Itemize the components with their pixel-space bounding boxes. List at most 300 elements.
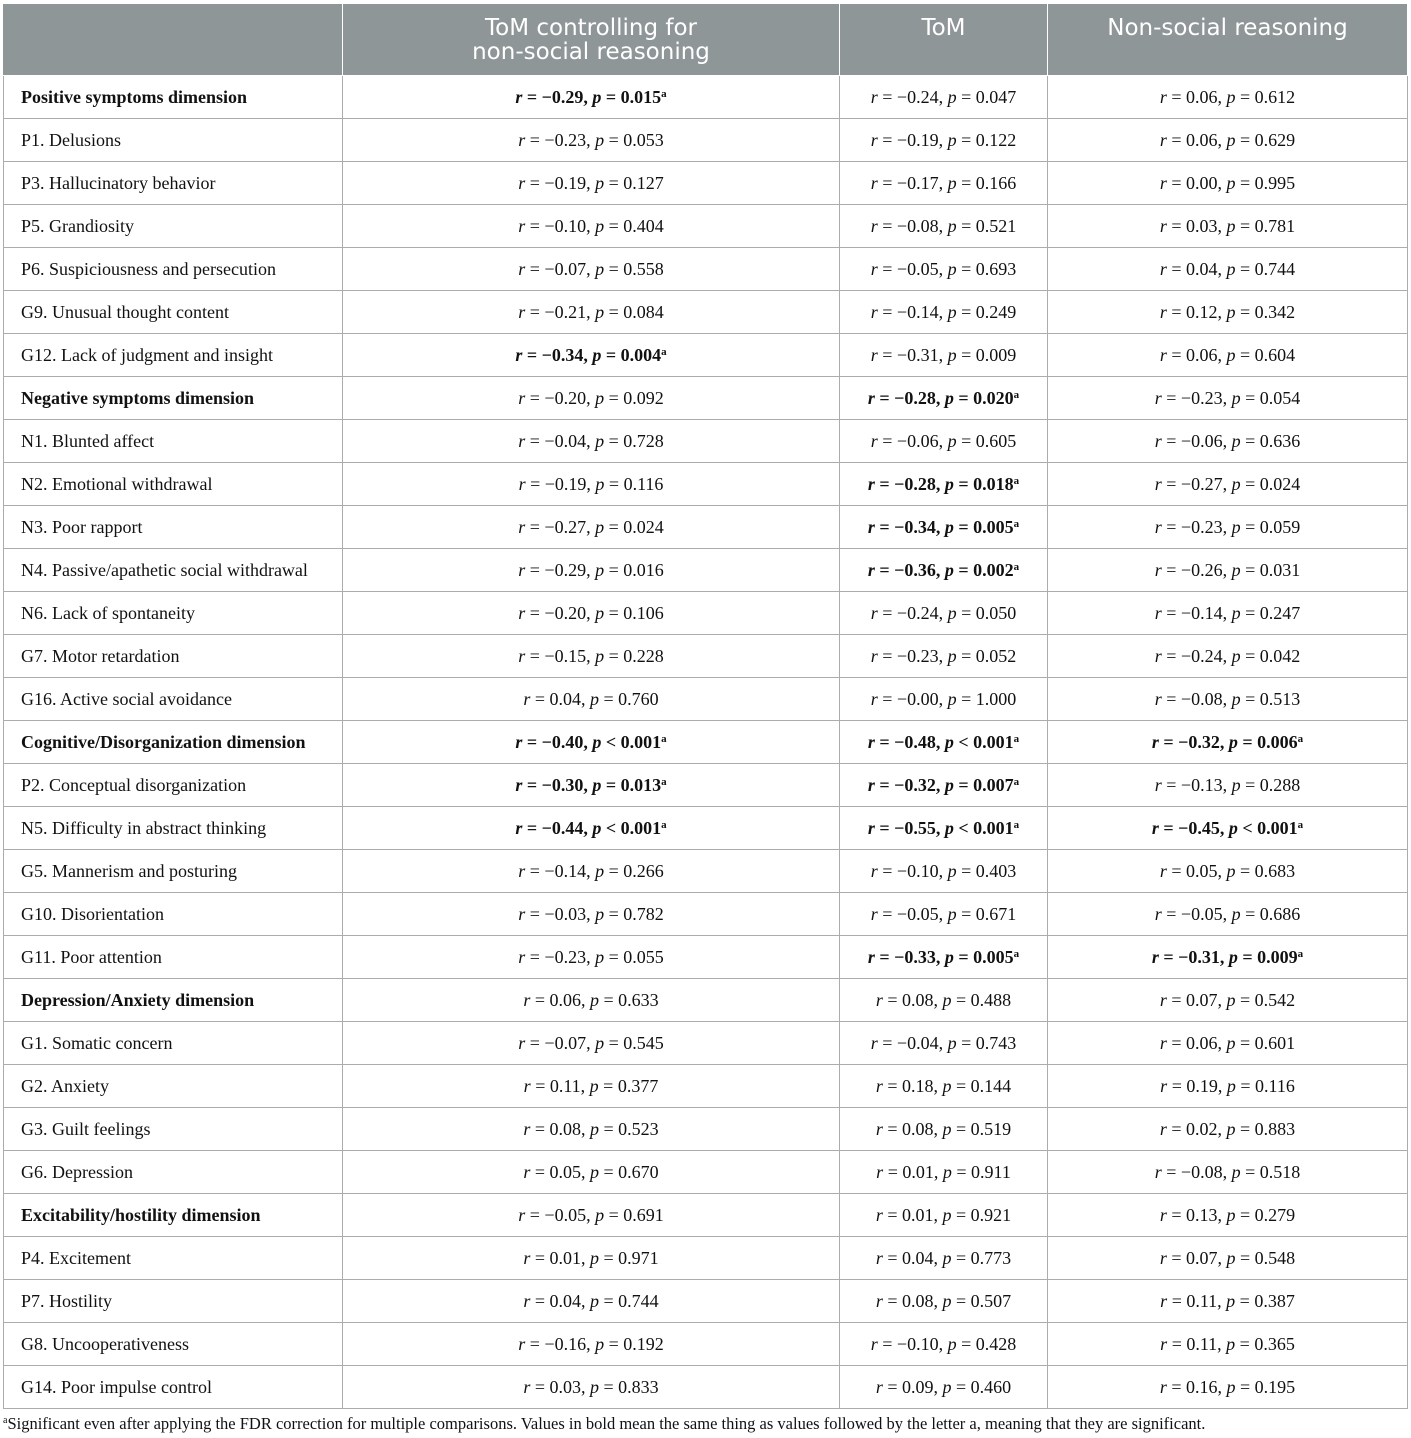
- row-label: P1. Delusions: [4, 119, 343, 162]
- p-value: p = 0.042: [1231, 645, 1301, 666]
- p-value: p < 0.001: [592, 817, 662, 838]
- correlation-cell: [840, 1151, 1048, 1194]
- r-value: r = 0.03,: [1159, 215, 1222, 236]
- correlation-cell: [1048, 549, 1408, 592]
- correlation-value: [1160, 861, 1295, 881]
- r-value: r = −0.05,: [870, 258, 944, 279]
- correlation-value: [523, 1377, 658, 1397]
- significance-marker: a: [1013, 517, 1020, 530]
- correlation-cell: [1048, 291, 1408, 334]
- p-value: p = 0.009: [947, 344, 1017, 365]
- table-row: [4, 248, 1408, 291]
- correlation-value: [523, 689, 658, 709]
- correlation-cell: [1048, 1323, 1408, 1366]
- r-value: r = −0.08,: [870, 215, 944, 236]
- table-row: [4, 463, 1408, 506]
- correlation-cell: [1048, 506, 1408, 549]
- correlation-value: [1160, 345, 1295, 365]
- p-value: p = 0.009: [1228, 946, 1298, 967]
- r-value: r = −0.16,: [518, 1333, 591, 1354]
- table-row: [4, 1280, 1408, 1323]
- p-value: p = 0.192: [595, 1333, 664, 1354]
- r-value: r = 0.06,: [1159, 86, 1222, 107]
- r-value: r = 0.08,: [875, 989, 938, 1010]
- correlation-value: [876, 1377, 1011, 1397]
- row-label: G1. Somatic concern: [4, 1022, 343, 1065]
- correlation-value: [523, 1119, 658, 1139]
- correlation-cell: [840, 592, 1048, 635]
- correlation-cell: [343, 807, 840, 850]
- correlation-value: [871, 259, 1016, 279]
- correlation-cell: [1048, 721, 1408, 764]
- r-value: r = −0.33,: [867, 946, 941, 967]
- correlation-cell: [343, 1108, 840, 1151]
- correlation-cell: [840, 248, 1048, 291]
- correlation-value: [868, 517, 1019, 537]
- row-label: P6. Suspiciousness and persecution: [4, 248, 343, 291]
- correlation-table: [3, 3, 1408, 1409]
- p-value: p = 0.601: [1226, 1032, 1296, 1053]
- r-value: r = 0.06,: [523, 989, 586, 1010]
- p-value: p = 0.670: [590, 1161, 659, 1182]
- p-value: p < 0.001: [944, 731, 1014, 752]
- correlation-cell: [343, 1194, 840, 1237]
- correlation-value: [518, 646, 663, 666]
- correlation-cell: [840, 721, 1048, 764]
- correlation-value: [1160, 1248, 1295, 1268]
- correlation-value: [523, 1248, 658, 1268]
- correlation-value: [518, 216, 663, 236]
- p-value: p = 0.605: [947, 430, 1017, 451]
- correlation-value: [876, 1248, 1011, 1268]
- row-label: G11. Poor attention: [4, 936, 343, 979]
- footnote-text: Significant even after applying the FDR correction for multiple comparisons. Values in bold mean the same thing as values followed by the letter a, meaning that they are significant.: [7, 1414, 1206, 1433]
- r-value: r = 0.03,: [523, 1376, 586, 1397]
- correlation-cell: [840, 635, 1048, 678]
- correlation-value: [518, 388, 663, 408]
- correlation-cell: [343, 678, 840, 721]
- r-value: r = −0.10,: [870, 1333, 944, 1354]
- table-row: [4, 936, 1408, 979]
- significance-marker: a: [661, 87, 667, 100]
- correlation-cell: [1048, 119, 1408, 162]
- row-label: N5. Difficulty in abstract thinking: [4, 807, 343, 850]
- r-value: r = −0.28,: [867, 387, 941, 408]
- p-value: p = 0.052: [947, 645, 1017, 666]
- row-label: G16. Active social avoidance: [4, 678, 343, 721]
- row-label: N4. Passive/apathetic social withdrawal: [4, 549, 343, 592]
- table-row: [4, 635, 1408, 678]
- correlation-value: [518, 130, 663, 150]
- significance-marker: a: [1297, 818, 1304, 831]
- r-value: r = 0.00,: [1159, 172, 1222, 193]
- p-value: p = 0.053: [595, 129, 664, 150]
- correlation-value: [871, 173, 1016, 193]
- correlation-cell: [840, 205, 1048, 248]
- correlation-value: [876, 1076, 1011, 1096]
- correlation-cell: [840, 1323, 1048, 1366]
- row-label: G6. Depression: [4, 1151, 343, 1194]
- correlation-value: [871, 216, 1016, 236]
- r-value: r = 0.04,: [523, 1290, 586, 1311]
- r-value: r = −0.40,: [515, 731, 588, 752]
- correlation-value: [518, 904, 663, 924]
- r-value: r = −0.55,: [867, 817, 941, 838]
- r-value: r = 0.09,: [875, 1376, 938, 1397]
- r-value: r = 0.16,: [1159, 1376, 1222, 1397]
- row-label: G8. Uncooperativeness: [4, 1323, 343, 1366]
- p-value: p = 0.521: [947, 215, 1017, 236]
- header-tom-controlling: ToM controlling for non-social reasoning: [343, 4, 840, 76]
- row-label: G9. Unusual thought content: [4, 291, 343, 334]
- correlation-cell: [840, 1280, 1048, 1323]
- correlation-cell: [1048, 850, 1408, 893]
- r-value: r = −0.29,: [515, 86, 588, 107]
- p-value: p = 0.911: [942, 1161, 1011, 1182]
- correlation-cell: [1048, 420, 1408, 463]
- significance-marker: a: [1013, 818, 1020, 831]
- correlation-cell: [1048, 893, 1408, 936]
- correlation-value: [1160, 1033, 1295, 1053]
- p-value: p = 0.249: [947, 301, 1017, 322]
- p-value: p = 0.288: [1231, 774, 1301, 795]
- p-value: p = 0.782: [595, 903, 664, 924]
- p-value: p = 0.084: [595, 301, 664, 322]
- correlation-cell: [343, 506, 840, 549]
- correlation-value: [876, 1162, 1011, 1182]
- correlation-cell: [840, 334, 1048, 377]
- p-value: p = 0.005: [944, 946, 1014, 967]
- correlation-cell: [343, 1237, 840, 1280]
- p-value: p = 0.013: [592, 774, 662, 795]
- correlation-value: [871, 861, 1016, 881]
- r-value: r = 0.08,: [523, 1118, 586, 1139]
- correlation-value: [518, 517, 663, 537]
- table-row: [4, 1366, 1408, 1409]
- significance-marker: a: [1013, 775, 1020, 788]
- correlation-cell: [840, 893, 1048, 936]
- correlation-cell: [343, 76, 840, 119]
- r-value: r = −0.23,: [1154, 516, 1228, 537]
- correlation-value: [518, 1334, 663, 1354]
- r-value: r = 0.04,: [1159, 258, 1222, 279]
- correlation-cell: [1048, 1237, 1408, 1280]
- p-value: p = 0.542: [1226, 989, 1296, 1010]
- p-value: p = 0.523: [590, 1118, 659, 1139]
- table-row: [4, 1065, 1408, 1108]
- r-value: r = −0.00,: [870, 688, 944, 709]
- p-value: p < 0.001: [944, 817, 1014, 838]
- correlation-value: [523, 990, 658, 1010]
- p-value: p = 0.744: [1226, 258, 1296, 279]
- correlation-value: [871, 603, 1016, 623]
- correlation-cell: [840, 463, 1048, 506]
- table-body: [4, 76, 1408, 1409]
- p-value: p = 0.047: [947, 86, 1017, 107]
- p-value: p = 0.387: [1226, 1290, 1295, 1311]
- row-label: G10. Disorientation: [4, 893, 343, 936]
- table-row: [4, 549, 1408, 592]
- header-non-social-reasoning: Non-social reasoning: [1048, 4, 1408, 76]
- table-row: [4, 76, 1408, 119]
- correlation-cell: [840, 506, 1048, 549]
- r-value: r = −0.15,: [518, 645, 591, 666]
- correlation-value: [1152, 732, 1303, 752]
- r-value: r = −0.03,: [518, 903, 591, 924]
- correlation-cell: [1048, 1022, 1408, 1065]
- correlation-cell: [840, 549, 1048, 592]
- correlation-cell: [840, 764, 1048, 807]
- table-row: [4, 506, 1408, 549]
- correlation-cell: [840, 1065, 1048, 1108]
- p-value: p = 0.548: [1226, 1247, 1296, 1268]
- correlation-cell: [343, 377, 840, 420]
- p-value: p = 0.604: [1226, 344, 1296, 365]
- table-row: [4, 850, 1408, 893]
- correlation-value: [515, 775, 666, 795]
- correlation-cell: [1048, 76, 1408, 119]
- correlation-cell: [1048, 678, 1408, 721]
- correlation-value: [1152, 947, 1303, 967]
- correlation-value: [518, 1205, 663, 1225]
- r-value: r = −0.17,: [870, 172, 944, 193]
- correlation-value: [1160, 1119, 1295, 1139]
- correlation-cell: [343, 1151, 840, 1194]
- p-value: p = 0.006: [1228, 731, 1298, 752]
- significance-marker: a: [661, 732, 667, 745]
- r-value: r = −0.30,: [515, 774, 588, 795]
- correlation-value: [1155, 431, 1300, 451]
- correlation-cell: [343, 850, 840, 893]
- correlation-cell: [343, 1323, 840, 1366]
- correlation-cell: [343, 549, 840, 592]
- p-value: p = 0.106: [595, 602, 664, 623]
- correlation-value: [1155, 560, 1300, 580]
- p-value: p = 0.404: [595, 215, 664, 236]
- row-label: P7. Hostility: [4, 1280, 343, 1323]
- row-label: Depression/Anxiety dimension: [4, 979, 343, 1022]
- correlation-cell: [1048, 162, 1408, 205]
- p-value: p = 0.728: [595, 430, 664, 451]
- correlation-cell: [1048, 979, 1408, 1022]
- correlation-value: [515, 818, 666, 838]
- correlation-value: [868, 775, 1019, 795]
- table-row: [4, 291, 1408, 334]
- r-value: r = 0.19,: [1160, 1075, 1223, 1096]
- correlation-value: [868, 947, 1019, 967]
- header-symptom: [4, 4, 343, 76]
- r-value: r = −0.45,: [1151, 817, 1225, 838]
- correlation-value: [1152, 818, 1303, 838]
- correlation-value: [868, 388, 1019, 408]
- significance-marker: a: [1013, 388, 1020, 401]
- r-value: r = −0.14,: [518, 860, 591, 881]
- r-value: r = 0.12,: [1159, 301, 1222, 322]
- p-value: p = 0.744: [590, 1290, 659, 1311]
- r-value: r = −0.06,: [870, 430, 944, 451]
- correlation-value: [518, 603, 663, 623]
- correlation-value: [518, 861, 663, 881]
- r-value: r = −0.34,: [515, 344, 588, 365]
- table-row: [4, 377, 1408, 420]
- correlation-cell: [840, 291, 1048, 334]
- correlation-value: [871, 345, 1016, 365]
- correlation-value: [876, 1119, 1011, 1139]
- r-value: r = 0.18,: [875, 1075, 938, 1096]
- correlation-cell: [1048, 334, 1408, 377]
- correlation-value: [1155, 904, 1300, 924]
- r-value: r = −0.10,: [870, 860, 944, 881]
- r-value: r = 0.08,: [875, 1118, 938, 1139]
- r-value: r = 0.11,: [523, 1075, 586, 1096]
- r-value: r = −0.31,: [870, 344, 944, 365]
- correlation-cell: [343, 592, 840, 635]
- p-value: p = 0.020: [944, 387, 1014, 408]
- correlation-value: [1160, 87, 1295, 107]
- table-row: [4, 1108, 1408, 1151]
- correlation-cell: [840, 119, 1048, 162]
- correlation-cell: [1048, 635, 1408, 678]
- correlation-value: [871, 302, 1016, 322]
- correlation-cell: [840, 1194, 1048, 1237]
- r-value: r = −0.27,: [1154, 473, 1228, 494]
- p-value: p = 0.055: [595, 946, 664, 967]
- p-value: p = 0.460: [942, 1376, 1012, 1397]
- significance-marker: a: [1013, 474, 1020, 487]
- correlation-cell: [1048, 1065, 1408, 1108]
- p-value: p = 0.671: [947, 903, 1017, 924]
- significance-marker: a: [1297, 732, 1304, 745]
- correlation-cell: [343, 463, 840, 506]
- row-label: G2. Anxiety: [4, 1065, 343, 1108]
- p-value: p = 0.166: [947, 172, 1017, 193]
- correlation-cell: [840, 936, 1048, 979]
- p-value: p = 0.629: [1226, 129, 1296, 150]
- row-label: P5. Grandiosity: [4, 205, 343, 248]
- r-value: r = −0.08,: [1154, 1161, 1228, 1182]
- r-value: r = −0.23,: [518, 129, 591, 150]
- row-label: Cognitive/Disorganization dimension: [4, 721, 343, 764]
- r-value: r = −0.21,: [518, 301, 591, 322]
- correlation-value: [871, 431, 1016, 451]
- correlation-cell: [1048, 807, 1408, 850]
- row-label: N3. Poor rapport: [4, 506, 343, 549]
- r-value: r = −0.34,: [867, 516, 941, 537]
- r-value: r = −0.19,: [518, 172, 591, 193]
- p-value: p = 0.558: [595, 258, 664, 279]
- correlation-value: [518, 1033, 663, 1053]
- correlation-cell: [840, 377, 1048, 420]
- correlation-cell: [1048, 463, 1408, 506]
- correlation-value: [1160, 1334, 1295, 1354]
- correlation-cell: [1048, 248, 1408, 291]
- p-value: p = 0.633: [590, 989, 659, 1010]
- correlation-value: [868, 560, 1019, 580]
- correlation-value: [868, 818, 1019, 838]
- r-value: r = 0.01,: [875, 1204, 938, 1225]
- row-label: N1. Blunted affect: [4, 420, 343, 463]
- table-row: [4, 893, 1408, 936]
- r-value: r = −0.20,: [518, 387, 591, 408]
- r-value: r = 0.08,: [875, 1290, 938, 1311]
- r-value: r = 0.06,: [1159, 344, 1222, 365]
- significance-marker: a: [1013, 560, 1020, 573]
- correlation-cell: [1048, 1280, 1408, 1323]
- correlation-cell: [840, 1108, 1048, 1151]
- correlation-value: [515, 732, 666, 752]
- r-value: r = 0.04,: [875, 1247, 938, 1268]
- correlation-cell: [840, 162, 1048, 205]
- p-value: p < 0.001: [1228, 817, 1298, 838]
- r-value: r = −0.05,: [870, 903, 944, 924]
- correlation-value: [518, 431, 663, 451]
- r-value: r = −0.23,: [518, 946, 591, 967]
- correlation-value: [1160, 302, 1295, 322]
- correlation-value: [1160, 1377, 1295, 1397]
- table-row: [4, 1237, 1408, 1280]
- p-value: p = 0.773: [942, 1247, 1012, 1268]
- correlation-cell: [840, 76, 1048, 119]
- r-value: r = −0.32,: [867, 774, 941, 795]
- correlation-value: [871, 1334, 1016, 1354]
- r-value: r = −0.24,: [870, 602, 944, 623]
- p-value: p = 0.833: [590, 1376, 659, 1397]
- correlation-cell: [343, 979, 840, 1022]
- p-value: p = 0.428: [947, 1333, 1017, 1354]
- correlation-cell: [343, 893, 840, 936]
- table-row: [4, 162, 1408, 205]
- r-value: r = −0.05,: [1154, 903, 1228, 924]
- correlation-cell: [1048, 764, 1408, 807]
- correlation-value: [518, 560, 663, 580]
- r-value: r = −0.44,: [515, 817, 588, 838]
- p-value: p = 0.377: [589, 1075, 659, 1096]
- p-value: p = 0.144: [942, 1075, 1012, 1096]
- r-value: r = −0.20,: [518, 602, 591, 623]
- significance-marker: a: [661, 345, 667, 358]
- correlation-value: [1155, 603, 1300, 623]
- table-row: [4, 807, 1408, 850]
- footnote-marker: a: [3, 1415, 8, 1426]
- row-label: P2. Conceptual disorganization: [4, 764, 343, 807]
- correlation-value: [1155, 646, 1300, 666]
- p-value: p = 0.005: [944, 516, 1014, 537]
- r-value: r = −0.19,: [518, 473, 591, 494]
- table-row: [4, 721, 1408, 764]
- p-value: p = 0.342: [1226, 301, 1296, 322]
- r-value: r = 0.01,: [876, 1161, 939, 1182]
- r-value: r = 0.06,: [1159, 1032, 1222, 1053]
- correlation-cell: [840, 1022, 1048, 1065]
- correlation-value: [1155, 474, 1300, 494]
- significance-marker: a: [1297, 947, 1304, 960]
- correlation-cell: [343, 162, 840, 205]
- table-row: [4, 334, 1408, 377]
- p-value: p = 0.488: [942, 989, 1012, 1010]
- correlation-value: [871, 904, 1016, 924]
- r-value: r = −0.24,: [1154, 645, 1228, 666]
- r-value: r = −0.10,: [518, 215, 591, 236]
- p-value: p = 0.507: [942, 1290, 1012, 1311]
- r-value: r = 0.13,: [1159, 1204, 1222, 1225]
- correlation-value: [519, 474, 664, 494]
- results-table-container: [3, 3, 1407, 1409]
- p-value: p = 0.545: [595, 1032, 664, 1053]
- significance-marker: a: [661, 818, 667, 831]
- p-value: p = 0.403: [947, 860, 1017, 881]
- p-value: p = 0.781: [1226, 215, 1296, 236]
- r-value: r = −0.04,: [870, 1032, 944, 1053]
